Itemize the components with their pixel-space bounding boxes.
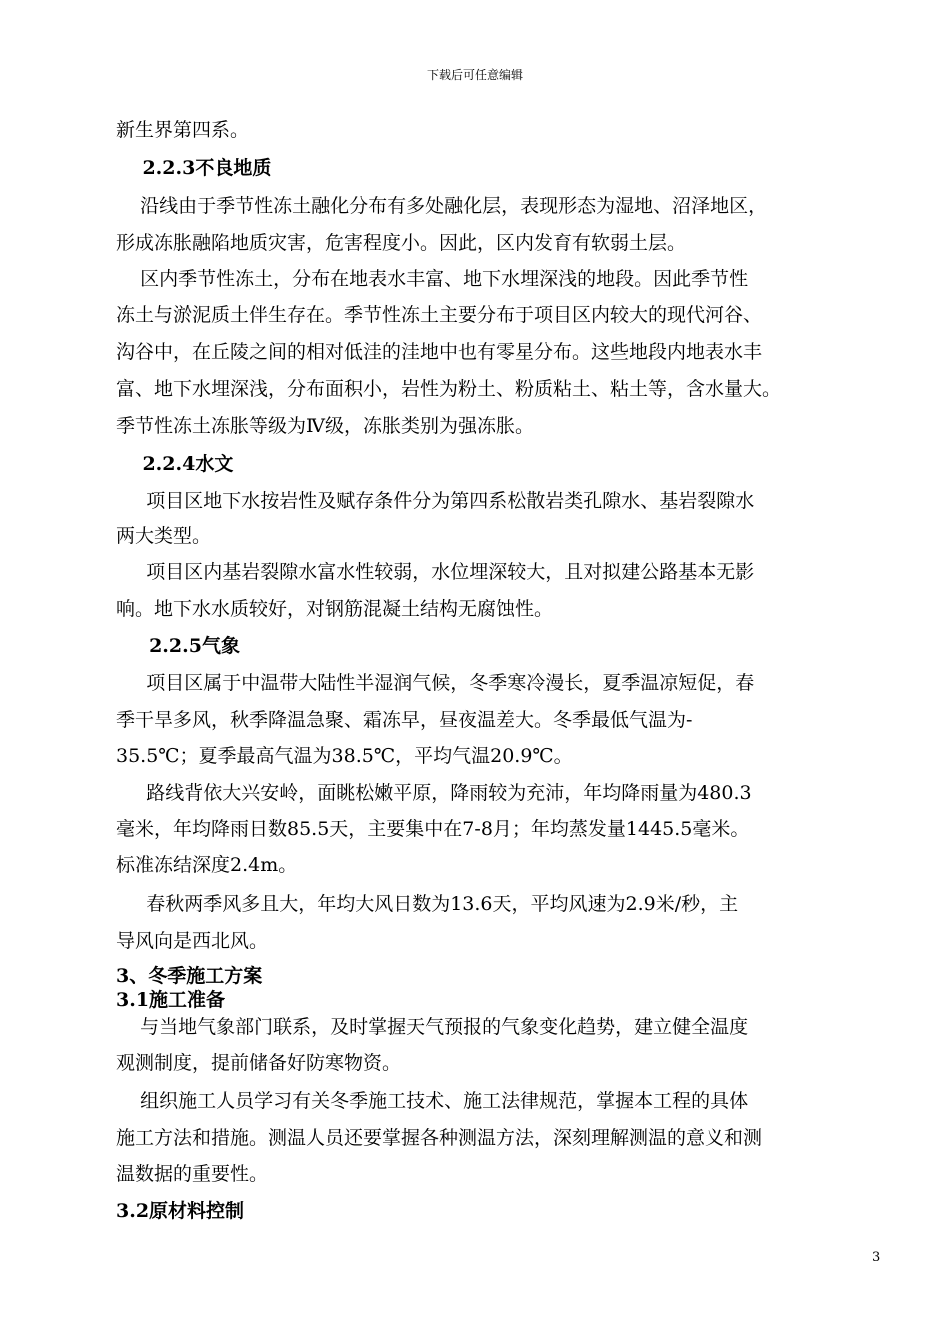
text-line: 毫米，年均降雨日数85.5天，主要集中在7-8月；年均蒸发量1445.5毫米。 bbox=[116, 818, 750, 840]
section-heading-2-2-3: 2.2.3不良地质 bbox=[116, 157, 272, 179]
text-line: 导风向是西北风。 bbox=[116, 930, 269, 952]
text-line: 冻土与淤泥质土伴生存在。季节性冻土主要分布于项目区内较大的现代河谷、 bbox=[116, 304, 763, 326]
page-header: 下载后可任意编辑 bbox=[426, 68, 523, 82]
text-line: 项目区内基岩裂隙水富水性较弱，水位埋深较大，且对拟建公路基本无影 bbox=[116, 561, 755, 583]
section-heading-2-2-4: 2.2.4水文 bbox=[116, 453, 234, 475]
text-line: 响。地下水水质较好，对钢筋混凝土结构无腐蚀性。 bbox=[116, 598, 554, 620]
text-line: 沿线由于季节性冻土融化分布有多处融化层，表现形态为湿地、沼泽地区， bbox=[116, 195, 768, 217]
text-line: 季干旱多风，秋季降温急聚、霜冻早，昼夜温差大。冬季最低气温为- bbox=[116, 709, 693, 731]
text-line: 观测制度，提前储备好防寒物资。 bbox=[116, 1052, 402, 1074]
text-line: 施工方法和措施。测温人员还要掌握各种测温方法，深刻理解测温的意义和测 bbox=[116, 1127, 763, 1149]
text-line: 项目区地下水按岩性及赋存条件分为第四系松散岩类孔隙水、基岩裂隙水 bbox=[116, 490, 755, 512]
section-heading-3: 3、冬季施工方案 bbox=[116, 965, 263, 987]
section-heading-3-1: 3.1施工准备 bbox=[116, 989, 226, 1011]
text-line: 路线背依大兴安岭，面眺松嫩平原，降雨较为充沛，年均降雨量为480.3 bbox=[116, 782, 752, 804]
section-heading-2-2-5: 2.2.5气象 bbox=[116, 635, 240, 657]
text-line: 区内季节性冻土，分布在地表水丰富、地下水埋深浅的地段。因此季节性 bbox=[116, 268, 749, 290]
section-heading-3-2: 3.2原材料控制 bbox=[116, 1200, 245, 1222]
text-line: 项目区属于中温带大陆性半湿润气候，冬季寒冷漫长，夏季温凉短促，春 bbox=[116, 672, 755, 694]
text-line: 35.5℃；夏季最高气温为38.5℃，平均气温20.9℃。 bbox=[116, 745, 573, 767]
text-line: 新生界第四系。 bbox=[116, 119, 250, 141]
text-line: 富、地下水埋深浅，分布面积小，岩性为粉土、粉质粘土、粘土等，含水量大。 bbox=[116, 378, 782, 400]
text-line: 季节性冻土冻胀等级为Ⅳ级，冻胀类别为强冻胀。 bbox=[116, 415, 534, 437]
text-line: 两大类型。 bbox=[116, 525, 212, 547]
text-line: 春秋两季风多且大，年均大风日数为13.6天，平均风速为2.9米/秒，主 bbox=[116, 893, 739, 915]
text-line: 沟谷中，在丘陵之间的相对低洼的洼地中也有零星分布。这些地段内地表水丰 bbox=[116, 341, 763, 363]
text-line: 形成冻胀融陷地质灾害，危害程度小。因此，区内发育有软弱土层。 bbox=[116, 232, 687, 254]
page-number: 3 bbox=[872, 1250, 881, 1265]
text-line: 标准冻结深度2.4m。 bbox=[116, 854, 298, 876]
text-line: 温数据的重要性。 bbox=[116, 1163, 269, 1185]
text-line: 组织施工人员学习有关冬季施工技术、施工法律规范，掌握本工程的具体 bbox=[116, 1090, 749, 1112]
text-line: 与当地气象部门联系，及时掌握天气预报的气象变化趋势，建立健全温度 bbox=[116, 1016, 749, 1038]
